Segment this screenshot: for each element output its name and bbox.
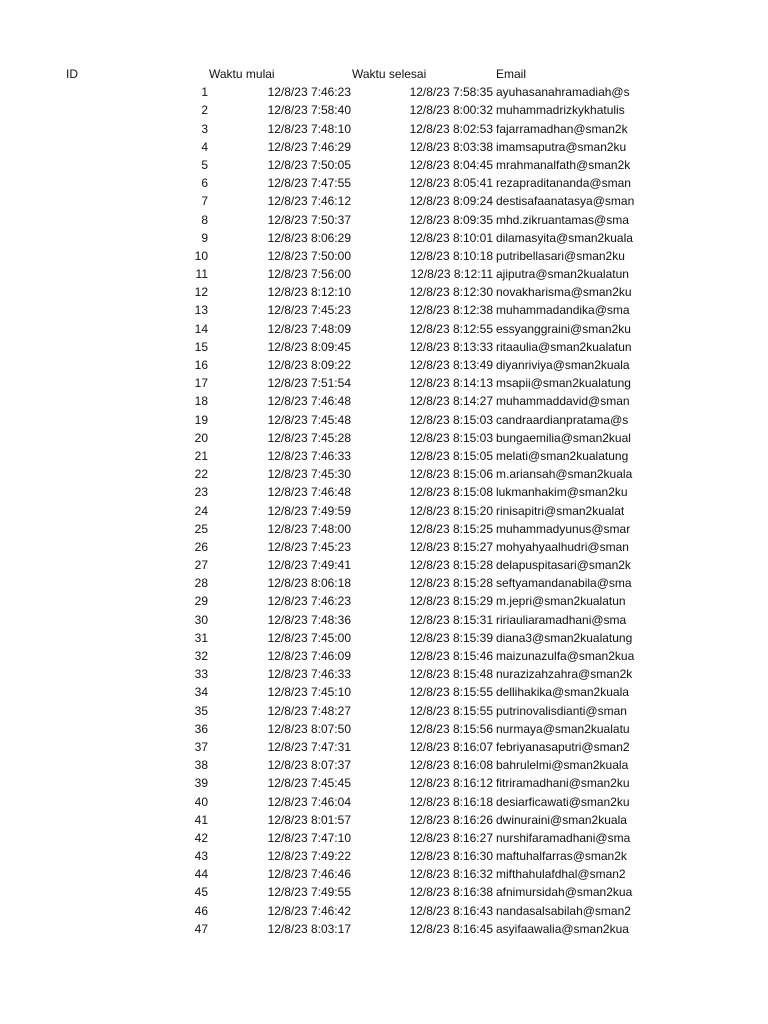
- cell-start-time[interactable]: 12/8/23 7:45:48: [267, 412, 351, 427]
- cell-end-time[interactable]: 12/8/23 8:15:25: [409, 521, 493, 536]
- cell-id[interactable]: 13: [194, 303, 208, 318]
- cell-email[interactable]: diyanriviya@sman2kuala: [496, 358, 630, 372]
- cell-start-time[interactable]: 12/8/23 7:51:54: [267, 376, 351, 391]
- cell-start-time[interactable]: 12/8/23 8:09:22: [267, 358, 351, 372]
- table-row: [0, 702, 768, 720]
- cell-end-time[interactable]: 12/8/23 8:09:24: [409, 194, 493, 209]
- cell-email[interactable]: ajiputra@sman2kualatun: [496, 267, 629, 282]
- table-row: [0, 447, 768, 465]
- spreadsheet-table: [0, 65, 768, 938]
- cell-id[interactable]: 32: [194, 649, 208, 663]
- cell-id[interactable]: 39: [194, 776, 208, 791]
- table-body: [0, 83, 768, 938]
- cell-email[interactable]: putrinovalisdianti@sman: [496, 703, 627, 718]
- cell-end-time[interactable]: 12/8/23 8:12:38: [409, 303, 493, 318]
- cell-id[interactable]: 29: [194, 594, 208, 609]
- cell-start-time[interactable]: 12/8/23 7:46:09: [267, 649, 351, 663]
- cell-email[interactable]: rezapraditananda@sman: [496, 176, 631, 191]
- cell-end-time[interactable]: 12/8/23 8:15:55: [409, 703, 493, 718]
- table-row: [0, 611, 768, 629]
- cell-id[interactable]: 45: [194, 885, 208, 900]
- cell-id[interactable]: 37: [194, 739, 208, 754]
- cell-start-time[interactable]: 12/8/23 7:48:10: [267, 121, 351, 136]
- cell-start-time[interactable]: 12/8/23 7:50:37: [267, 212, 351, 227]
- cell-id[interactable]: 28: [194, 576, 208, 591]
- cell-start-time[interactable]: 12/8/23 7:45:45: [267, 776, 351, 791]
- cell-id[interactable]: 22: [194, 467, 208, 482]
- cell-email[interactable]: asyifaawalia@sman2kua: [496, 921, 629, 936]
- table-row: [0, 629, 768, 647]
- table-row: [0, 720, 768, 738]
- table-row: [0, 793, 768, 811]
- cell-id[interactable]: 42: [194, 830, 208, 845]
- cell-start-time[interactable]: 12/8/23 7:47:55: [267, 176, 351, 191]
- table-row: [0, 356, 768, 374]
- table-row: [0, 192, 768, 210]
- cell-id[interactable]: 23: [194, 485, 208, 500]
- table-row: [0, 556, 768, 574]
- cell-email[interactable]: m.ariansah@sman2kuala: [496, 467, 633, 482]
- cell-email[interactable]: desiarficawati@sman2ku: [496, 794, 630, 809]
- cell-id[interactable]: 14: [194, 321, 208, 336]
- cell-email[interactable]: febriyanasaputri@sman2: [496, 739, 630, 754]
- table-row: [0, 265, 768, 283]
- table-row: [0, 83, 768, 101]
- cell-email[interactable]: nurshifaramadhani@sma: [496, 830, 631, 845]
- cell-start-time[interactable]: 12/8/23 7:50:00: [267, 248, 351, 263]
- cell-id[interactable]: 25: [194, 521, 208, 536]
- cell-end-time[interactable]: 12/8/23 8:09:35: [409, 212, 493, 227]
- cell-email[interactable]: mifthahulafdhal@sman2: [496, 867, 626, 882]
- cell-end-time[interactable]: 12/8/23 8:15:29: [409, 594, 493, 609]
- cell-email[interactable]: m.jepri@sman2kualatun: [496, 594, 626, 609]
- cell-start-time[interactable]: 12/8/23 8:06:18: [267, 576, 351, 591]
- cell-id[interactable]: 11: [195, 267, 208, 282]
- cell-end-time[interactable]: 12/8/23 8:15:27: [409, 539, 493, 554]
- cell-end-time[interactable]: 12/8/23 8:16:12: [409, 776, 493, 791]
- table-row: [0, 392, 768, 410]
- cell-end-time[interactable]: 12/8/23 8:14:27: [409, 394, 493, 409]
- table-row: [0, 865, 768, 883]
- cell-end-time[interactable]: 12/8/23 8:15:06: [409, 467, 493, 482]
- cell-end-time[interactable]: 12/8/23 8:15:46: [409, 649, 493, 663]
- cell-end-time[interactable]: 12/8/23 8:16:07: [409, 739, 493, 754]
- cell-end-time[interactable]: 12/8/23 8:15:03: [409, 412, 493, 427]
- table-row: [0, 247, 768, 265]
- cell-id[interactable]: 12: [194, 285, 208, 300]
- cell-start-time[interactable]: 12/8/23 7:49:55: [267, 885, 351, 900]
- cell-end-time[interactable]: 12/8/23 8:15:28: [409, 576, 493, 591]
- table-row: [0, 338, 768, 356]
- table-row: [0, 592, 768, 610]
- cell-start-time[interactable]: 12/8/23 7:45:00: [267, 630, 351, 645]
- cell-end-time[interactable]: 12/8/23 8:16:32: [409, 867, 493, 882]
- cell-end-time[interactable]: 12/8/23 8:00:32: [409, 103, 493, 118]
- cell-id[interactable]: 46: [194, 903, 208, 918]
- table-row: [0, 174, 768, 192]
- cell-id[interactable]: 24: [194, 503, 208, 518]
- cell-id[interactable]: 33: [194, 667, 208, 682]
- table-row: [0, 320, 768, 338]
- cell-id[interactable]: 20: [194, 430, 208, 445]
- table-row: [0, 429, 768, 447]
- table-row: [0, 683, 768, 701]
- cell-start-time[interactable]: 12/8/23 7:46:33: [267, 448, 351, 463]
- cell-email[interactable]: diana3@sman2kualatung: [496, 630, 633, 645]
- cell-email[interactable]: essyanggraini@sman2ku: [496, 321, 631, 336]
- cell-end-time[interactable]: 12/8/23 8:14:13: [409, 376, 493, 391]
- cell-end-time[interactable]: 12/8/23 8:15:20: [409, 503, 493, 518]
- cell-start-time[interactable]: 12/8/23 8:07:37: [267, 758, 351, 773]
- cell-end-time[interactable]: 12/8/23 8:12:30: [409, 285, 493, 300]
- cell-start-time[interactable]: 12/8/23 7:46:04: [267, 794, 351, 809]
- cell-email[interactable]: ayuhasanahramadiah@s: [496, 85, 630, 100]
- cell-start-time[interactable]: 12/8/23 7:45:28: [267, 430, 351, 445]
- cell-end-time[interactable]: 12/8/23 8:10:01: [409, 230, 493, 245]
- cell-email[interactable]: msapii@sman2kualatung: [496, 376, 631, 391]
- cell-email[interactable]: fitriramadhani@sman2ku: [496, 776, 630, 791]
- cell-start-time[interactable]: 12/8/23 7:45:23: [267, 539, 351, 554]
- cell-start-time[interactable]: 12/8/23 7:46:23: [267, 594, 351, 609]
- table-row: [0, 101, 768, 119]
- cell-email[interactable]: maizunazulfa@sman2kua: [496, 649, 635, 663]
- cell-id[interactable]: 44: [194, 867, 208, 882]
- header-email[interactable]: Email: [496, 67, 527, 81]
- cell-start-time[interactable]: 12/8/23 7:48:00: [267, 521, 351, 536]
- cell-id[interactable]: 19: [194, 412, 208, 427]
- cell-id[interactable]: 9: [201, 230, 208, 245]
- cell-id[interactable]: 1: [201, 85, 208, 100]
- cell-email[interactable]: ririauliaramadhani@sma: [496, 612, 627, 627]
- cell-end-time[interactable]: 12/8/23 8:15:48: [409, 667, 493, 682]
- header-start-time[interactable]: Waktu mulai: [209, 67, 275, 81]
- table-row: [0, 229, 768, 247]
- table-row: [0, 538, 768, 556]
- cell-start-time[interactable]: 12/8/23 8:03:17: [267, 921, 351, 936]
- cell-end-time[interactable]: 12/8/23 8:13:49: [409, 358, 493, 372]
- cell-email[interactable]: delapuspitasari@sman2k: [496, 558, 631, 573]
- cell-email[interactable]: rinisapitri@sman2kualat: [496, 503, 625, 518]
- cell-start-time[interactable]: 12/8/23 7:46:12: [267, 194, 351, 209]
- table-row: [0, 374, 768, 392]
- cell-email[interactable]: destisafaanatasya@sman: [496, 194, 635, 209]
- table-row: [0, 774, 768, 792]
- cell-id[interactable]: 17: [194, 376, 208, 391]
- cell-id[interactable]: 21: [194, 448, 208, 463]
- cell-start-time[interactable]: 12/8/23 7:49:59: [267, 503, 351, 518]
- cell-email[interactable]: candraardianpratama@s: [496, 412, 629, 427]
- cell-id[interactable]: 47: [194, 921, 208, 936]
- cell-end-time[interactable]: 12/8/23 8:16:27: [409, 830, 493, 845]
- cell-end-time[interactable]: 12/8/23 8:03:38: [409, 139, 493, 154]
- cell-end-time[interactable]: 12/8/23 8:12:11: [410, 267, 493, 282]
- cell-end-time[interactable]: 12/8/23 8:12:55: [409, 321, 493, 336]
- cell-email[interactable]: nurazizahzahra@sman2k: [496, 667, 633, 682]
- cell-end-time[interactable]: 12/8/23 8:16:38: [409, 885, 493, 900]
- cell-id[interactable]: 40: [194, 794, 208, 809]
- cell-start-time[interactable]: 12/8/23 7:46:33: [267, 667, 351, 682]
- cell-start-time[interactable]: 12/8/23 7:56:00: [267, 267, 351, 282]
- cell-id[interactable]: 27: [194, 558, 208, 573]
- cell-id[interactable]: 34: [194, 685, 208, 700]
- table-row: [0, 902, 768, 920]
- table-row: [0, 883, 768, 901]
- cell-start-time[interactable]: 12/8/23 7:49:22: [267, 849, 351, 864]
- table-row: [0, 829, 768, 847]
- cell-start-time[interactable]: 12/8/23 8:07:50: [267, 721, 351, 736]
- table-row: [0, 411, 768, 429]
- cell-id[interactable]: 26: [194, 539, 208, 554]
- cell-end-time[interactable]: 12/8/23 8:15:31: [409, 612, 493, 627]
- table-row: [0, 138, 768, 156]
- cell-id[interactable]: 3: [201, 121, 208, 136]
- cell-end-time[interactable]: 12/8/23 8:16:43: [409, 903, 493, 918]
- cell-id[interactable]: 4: [201, 139, 208, 154]
- cell-email[interactable]: muhammaddavid@sman: [496, 394, 630, 409]
- cell-end-time[interactable]: 12/8/23 8:13:33: [409, 339, 493, 354]
- cell-email[interactable]: dilamasyita@sman2kuala: [496, 230, 633, 245]
- table-row: [0, 811, 768, 829]
- cell-start-time[interactable]: 12/8/23 7:46:46: [267, 867, 351, 882]
- cell-email[interactable]: dwinuraini@sman2kuala: [496, 812, 627, 827]
- cell-end-time[interactable]: 12/8/23 8:02:53: [409, 121, 493, 136]
- table-row: [0, 574, 768, 592]
- table-row: [0, 301, 768, 319]
- cell-id[interactable]: 7: [201, 194, 208, 209]
- cell-id[interactable]: 30: [194, 612, 208, 627]
- cell-email[interactable]: imamsaputra@sman2ku: [496, 139, 627, 154]
- table-row: [0, 520, 768, 538]
- cell-end-time[interactable]: 12/8/23 8:04:45: [409, 157, 493, 172]
- header-end-time[interactable]: Waktu selesai: [352, 67, 427, 81]
- header-row: [0, 65, 768, 83]
- cell-id[interactable]: 5: [201, 157, 208, 172]
- table-row: [0, 483, 768, 501]
- cell-start-time[interactable]: 12/8/23 7:47:31: [267, 739, 351, 754]
- cell-email[interactable]: afnimursidah@sman2kua: [496, 885, 633, 900]
- table-row: [0, 156, 768, 174]
- cell-email[interactable]: bahrulelmi@sman2kuala: [496, 758, 629, 773]
- cell-email[interactable]: ritaaulia@sman2kualatun: [496, 339, 632, 354]
- cell-end-time[interactable]: 12/8/23 8:16:45: [409, 921, 493, 936]
- cell-email[interactable]: muhammadrizkykhatulis: [496, 103, 625, 118]
- cell-end-time[interactable]: 12/8/23 8:15:56: [409, 721, 493, 736]
- table-row: [0, 647, 768, 665]
- cell-start-time[interactable]: 12/8/23 7:46:29: [267, 139, 351, 154]
- cell-start-time[interactable]: 12/8/23 8:01:57: [267, 812, 351, 827]
- cell-end-time[interactable]: 12/8/23 8:16:30: [409, 849, 493, 864]
- cell-email[interactable]: lukmanhakim@sman2ku: [496, 485, 628, 500]
- cell-email[interactable]: fajarramadhan@sman2k: [496, 121, 628, 136]
- table-row: [0, 738, 768, 756]
- cell-id[interactable]: 36: [194, 721, 208, 736]
- cell-start-time[interactable]: 12/8/23 7:45:23: [267, 303, 351, 318]
- cell-start-time[interactable]: 12/8/23 7:58:40: [267, 103, 351, 118]
- table-row: [0, 920, 768, 938]
- cell-id[interactable]: 35: [194, 703, 208, 718]
- cell-start-time[interactable]: 12/8/23 7:46:42: [267, 903, 351, 918]
- table-row: [0, 847, 768, 865]
- cell-id[interactable]: 31: [194, 630, 208, 645]
- table-row: [0, 756, 768, 774]
- cell-email[interactable]: maftuhalfarras@sman2k: [496, 849, 627, 864]
- cell-end-time[interactable]: 12/8/23 7:58:35: [409, 85, 493, 100]
- table-row: [0, 465, 768, 483]
- cell-start-time[interactable]: 12/8/23 7:45:10: [267, 685, 351, 700]
- cell-start-time[interactable]: 12/8/23 7:48:36: [267, 612, 351, 627]
- cell-email[interactable]: putribellasari@sman2ku: [496, 248, 625, 263]
- cell-start-time[interactable]: 12/8/23 7:46:48: [267, 394, 351, 409]
- cell-email[interactable]: mohyahyaalhudri@sman: [496, 539, 629, 554]
- cell-id[interactable]: 10: [194, 248, 208, 263]
- cell-end-time[interactable]: 12/8/23 8:15:05: [409, 448, 493, 463]
- cell-id[interactable]: 16: [194, 358, 208, 372]
- cell-end-time[interactable]: 12/8/23 8:16:18: [409, 794, 493, 809]
- cell-end-time[interactable]: 12/8/23 8:05:41: [409, 176, 493, 191]
- table-row: [0, 120, 768, 138]
- cell-end-time[interactable]: 12/8/23 8:10:18: [409, 248, 493, 263]
- cell-end-time[interactable]: 12/8/23 8:16:08: [409, 758, 493, 773]
- cell-id[interactable]: 2: [201, 103, 208, 118]
- cell-email[interactable]: bungaemilia@sman2kual: [496, 430, 631, 445]
- cell-end-time[interactable]: 12/8/23 8:15:39: [409, 630, 493, 645]
- cell-start-time[interactable]: 12/8/23 8:09:45: [267, 339, 351, 354]
- cell-end-time[interactable]: 12/8/23 8:16:26: [409, 812, 493, 827]
- cell-email[interactable]: melati@sman2kualatung: [496, 448, 629, 463]
- cell-email[interactable]: dellihakika@sman2kuala: [496, 685, 629, 700]
- cell-end-time[interactable]: 12/8/23 8:15:55: [409, 685, 493, 700]
- cell-id[interactable]: 15: [194, 339, 208, 354]
- cell-start-time[interactable]: 12/8/23 7:49:41: [267, 558, 351, 573]
- cell-start-time[interactable]: 12/8/23 7:50:05: [267, 157, 351, 172]
- header-id[interactable]: ID: [66, 67, 78, 81]
- cell-email[interactable]: novakharisma@sman2ku: [496, 285, 632, 300]
- cell-start-time[interactable]: 12/8/23 7:45:30: [267, 467, 351, 482]
- cell-email[interactable]: mrahmanalfath@sman2k: [496, 157, 631, 172]
- cell-start-time[interactable]: 12/8/23 7:46:48: [267, 485, 351, 500]
- table-row: [0, 502, 768, 520]
- cell-start-time[interactable]: 12/8/23 8:06:29: [267, 230, 351, 245]
- cell-id[interactable]: 8: [201, 212, 208, 227]
- cell-end-time[interactable]: 12/8/23 8:15:08: [409, 485, 493, 500]
- table-row: [0, 665, 768, 683]
- cell-id[interactable]: 43: [194, 849, 208, 864]
- cell-start-time[interactable]: 12/8/23 7:47:10: [267, 830, 351, 845]
- table-row: [0, 211, 768, 229]
- cell-email[interactable]: muhammadyunus@smar: [496, 521, 631, 536]
- cell-id[interactable]: 18: [194, 394, 208, 409]
- table-row: [0, 283, 768, 301]
- cell-start-time[interactable]: 12/8/23 7:48:09: [267, 321, 351, 336]
- cell-id[interactable]: 41: [194, 812, 208, 827]
- cell-start-time[interactable]: 12/8/23 7:46:23: [267, 85, 351, 100]
- cell-end-time[interactable]: 12/8/23 8:15:28: [409, 558, 493, 573]
- cell-start-time[interactable]: 12/8/23 7:48:27: [267, 703, 351, 718]
- cell-email[interactable]: mhd.zikruantamas@sma: [496, 212, 629, 227]
- cell-email[interactable]: nurmaya@sman2kualatu: [496, 721, 630, 736]
- cell-end-time[interactable]: 12/8/23 8:15:03: [409, 430, 493, 445]
- cell-id[interactable]: 6: [201, 176, 208, 191]
- cell-id[interactable]: 38: [194, 758, 208, 773]
- cell-email[interactable]: seftyamandanabila@sma: [496, 576, 632, 591]
- cell-email[interactable]: muhammadandika@sma: [496, 303, 630, 318]
- cell-start-time[interactable]: 12/8/23 8:12:10: [267, 285, 351, 300]
- cell-email[interactable]: nandasalsabilah@sman2: [496, 903, 631, 918]
